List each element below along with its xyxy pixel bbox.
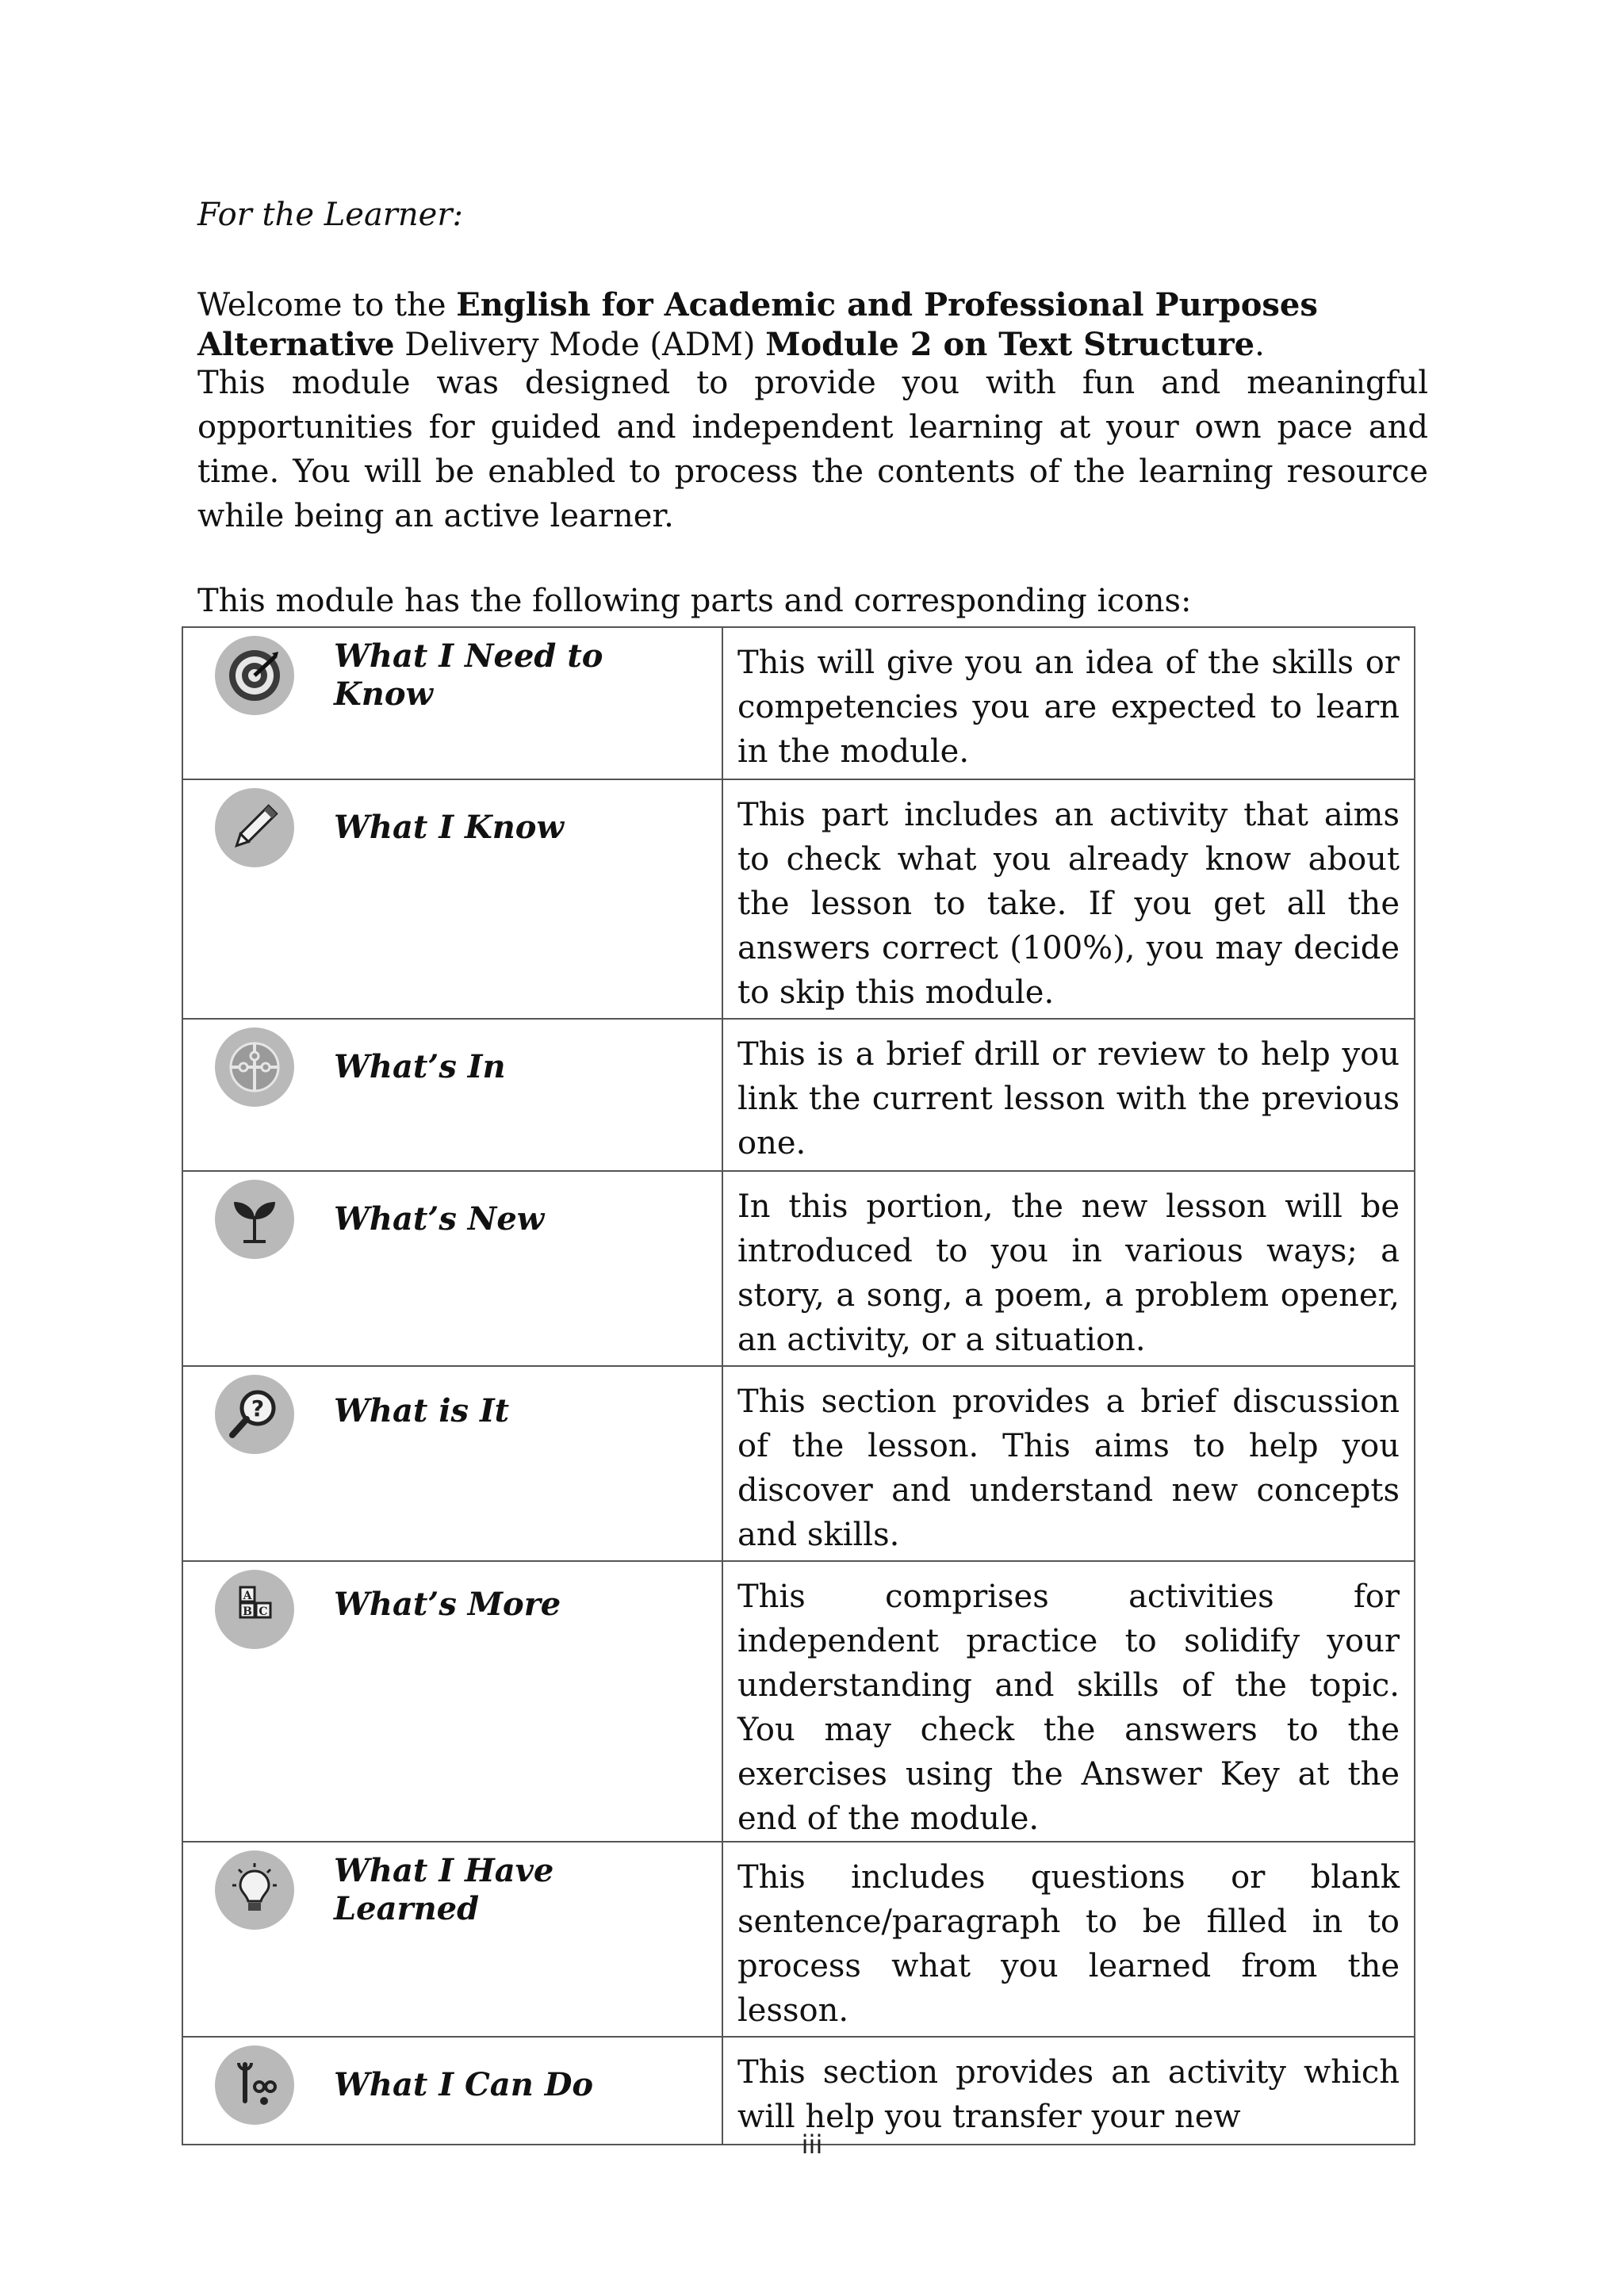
part-description: This section provides a brief discussion of the lesson. This aims to help you discover and understand new concepts and skills. [737,1383,1400,1553]
sprout-icon [215,1180,294,1259]
part-title: What I Need to Know [334,637,603,713]
tools-icon [215,2045,294,2125]
target-icon [215,636,294,715]
part-label-cell [182,2037,722,2145]
table-row [182,1171,1415,1366]
part-label-cell [182,1366,722,1561]
module-title: Module 2 on Text Structure [765,326,1255,363]
part-label-cell [182,1171,722,1366]
pencil-icon [215,788,294,867]
parts-intro: This module has the following parts and corresponding icons: [197,583,1192,619]
svg-text:B: B [243,1605,252,1618]
part-description: This will give you an idea of the skills or competencies you are expected to learn in the module. [737,645,1400,770]
part-title: What I Have Learned [334,1852,554,1927]
part-description: This comprises activities for independent practice to solidify your understanding and skills of the topic. You may check the answers to the exercises using the Answer Key at the end of the module. [737,1578,1400,1837]
part-description-cell [722,779,1415,1019]
part-title: What’s More [334,1586,561,1623]
svg-text:A: A [243,1590,252,1602]
part-title: What’s In [334,1048,506,1085]
svg-text:C: C [259,1605,268,1618]
part-description-cell [722,1019,1415,1171]
part-title: What’s New [334,1200,545,1238]
table-row [182,1842,1415,2037]
part-title: What is It [334,1392,510,1429]
part-label-cell [182,1019,722,1171]
table-row [182,1561,1415,1842]
part-label-cell [182,1842,722,2037]
page-heading: For the Learner: [197,197,463,233]
part-description: This section provides an activity which will help you transfer your new [737,2054,1400,2135]
welcome-paragraph [197,285,1428,365]
intro-paragraph: This module was designed to provide you with fun and meaningful opportunities for guided and independent learning at your own pace and time. You will be enabled to process the contents of the learning resource while being an active learner. [197,365,1428,534]
part-description: This includes questions or blank sentence/paragraph to be filled in to process what you learned from the lesson. [737,1859,1400,2029]
part-description: This part includes an activity that aims to check what you already know about the lesson to take. If you get all the answers correct (100%), you may decide to skip this module. [737,797,1400,1011]
part-label-cell [182,1561,722,1842]
parts-table [182,626,1415,2145]
part-description: In this portion, the new lesson will be introduced to you in various ways; a story, a song, a poem, a problem opener, an activity, or a situation. [737,1188,1400,1358]
welcome-prefix: Welcome to the [197,287,457,323]
welcome-middle: Delivery Mode (ADM) [394,327,766,363]
table-row [182,627,1415,779]
part-description-cell [722,1366,1415,1561]
table-row [182,1366,1415,1561]
part-description-cell [722,1561,1415,1842]
part-label-cell [182,627,722,779]
part-label-cell [182,779,722,1019]
welcome-suffix: . [1254,327,1265,363]
part-title: What I Know [334,809,564,846]
table-row [182,2037,1415,2145]
svg-text:?: ? [251,1395,265,1422]
table-row [182,1019,1415,1171]
magnifier-question-icon [215,1375,294,1454]
page-number: iii [801,2130,823,2160]
course-title: English for Academic and Professional Purposes Alternative [197,286,1318,363]
part-description-cell [722,627,1415,779]
part-description-cell [722,1842,1415,2037]
abc-blocks-icon [215,1570,294,1649]
puzzle-icon [215,1027,294,1107]
part-description-cell [722,2037,1415,2145]
part-title: What I Can Do [334,2066,594,2103]
part-description: This is a brief drill or review to help you link the current lesson with the previous one. [737,1036,1400,1161]
table-row [182,779,1415,1019]
part-description-cell [722,1171,1415,1366]
lightbulb-icon [215,1850,294,1930]
